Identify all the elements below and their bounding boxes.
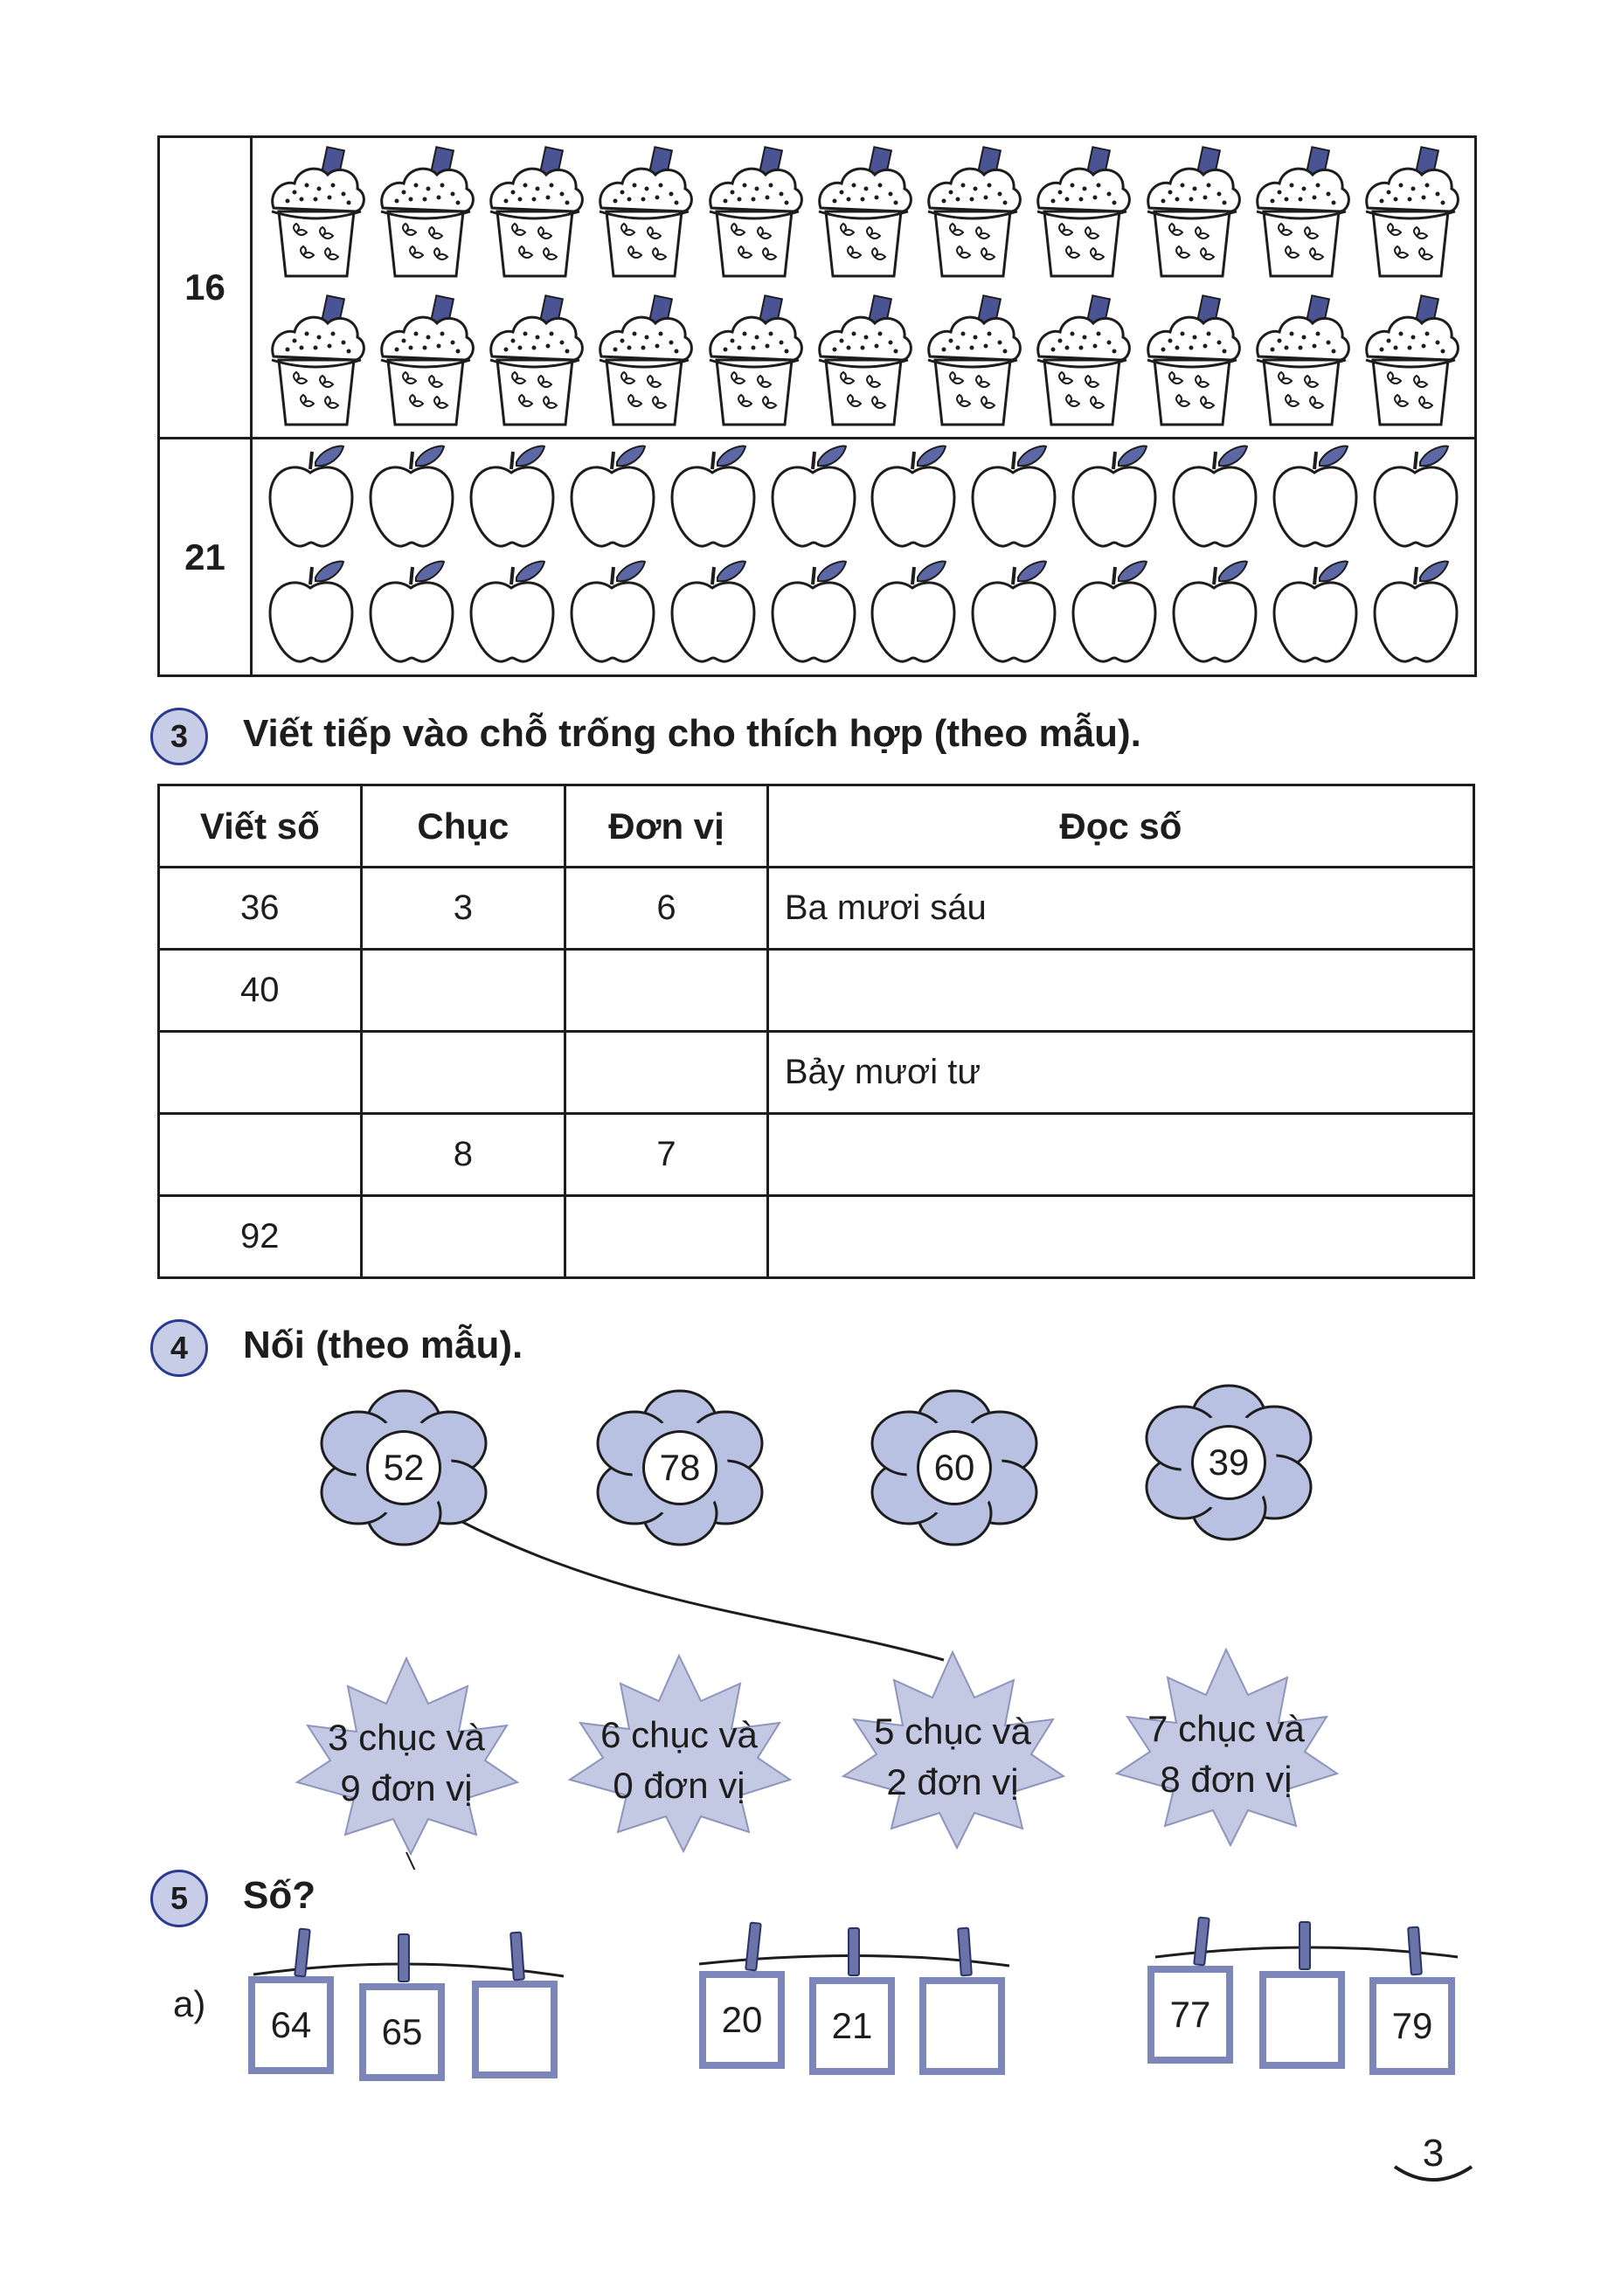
cell-chuc: 3	[361, 868, 565, 950]
flower-number: 60	[917, 1430, 992, 1505]
clothespin-icon	[848, 1927, 860, 1976]
leaf-line-1: 5 chục và	[874, 1711, 1031, 1752]
leaf-line-1: 3 chục và	[328, 1717, 485, 1758]
exercise-4-badge: 4	[150, 1319, 208, 1377]
header-viet-so: Viết số	[159, 785, 362, 868]
answer-card[interactable]	[472, 1981, 558, 2078]
number-card: 64	[248, 1976, 334, 2074]
leaf-line-1: 7 chục và	[1147, 1708, 1305, 1749]
cell-don-vi: 7	[565, 1114, 768, 1196]
number-card: 65	[359, 1983, 445, 2081]
leaf-line-2: 2 đơn vị	[886, 1761, 1019, 1802]
cell-doc-so: Ba mươi sáu	[767, 868, 1473, 950]
exercise-5-badge: 5	[150, 1870, 208, 1927]
exercise-4-title: Nối (theo mẫu).	[243, 1324, 523, 1366]
cell-chuc: 8	[361, 1114, 565, 1196]
cell-viet-so: 36	[159, 868, 362, 950]
answer-card[interactable]	[919, 1977, 1005, 2075]
page-number-swoosh	[1390, 2158, 1477, 2193]
clothespin-icon	[1299, 1921, 1311, 1970]
part-a-label: a)	[173, 1983, 206, 2024]
cell-doc-so: Bảy mươi tư	[767, 1032, 1473, 1114]
cell-don-vi: 6	[565, 868, 768, 950]
page-number: 3	[1422, 2132, 1445, 2175]
number-card: 20	[699, 1971, 785, 2069]
cell-viet-so: 40	[159, 950, 362, 1032]
leaf-line-2: 9 đơn vị	[340, 1767, 473, 1808]
header-doc-so: Đọc số	[767, 785, 1473, 868]
flower-number: 39	[1191, 1425, 1266, 1500]
exercise-3-title: Viết tiếp vào chỗ trống cho thích hợp (theo mẫu).	[243, 712, 1141, 755]
leaf-line-1: 6 chục và	[600, 1714, 758, 1755]
flower-number: 52	[366, 1430, 441, 1505]
exercise-5-title: Số?	[243, 1874, 316, 1917]
header-chuc: Chục	[361, 785, 565, 868]
clothespin-icon	[398, 1933, 410, 1982]
cupcake-count: 16	[160, 138, 253, 437]
number-card: 79	[1369, 1977, 1455, 2075]
flower-number: 78	[642, 1430, 717, 1505]
apple-count: 21	[160, 439, 253, 674]
answer-card[interactable]	[1259, 1971, 1345, 2069]
number-card: 21	[809, 1977, 895, 2075]
header-don-vi: Đơn vị	[565, 785, 768, 868]
leaf-line-2: 8 đơn vị	[1160, 1759, 1293, 1800]
number-card: 77	[1147, 1966, 1233, 2064]
exercise-3-badge: 3	[150, 708, 208, 765]
cell-viet-so: 92	[159, 1196, 362, 1278]
leaf-line-2: 0 đơn vị	[613, 1765, 745, 1806]
